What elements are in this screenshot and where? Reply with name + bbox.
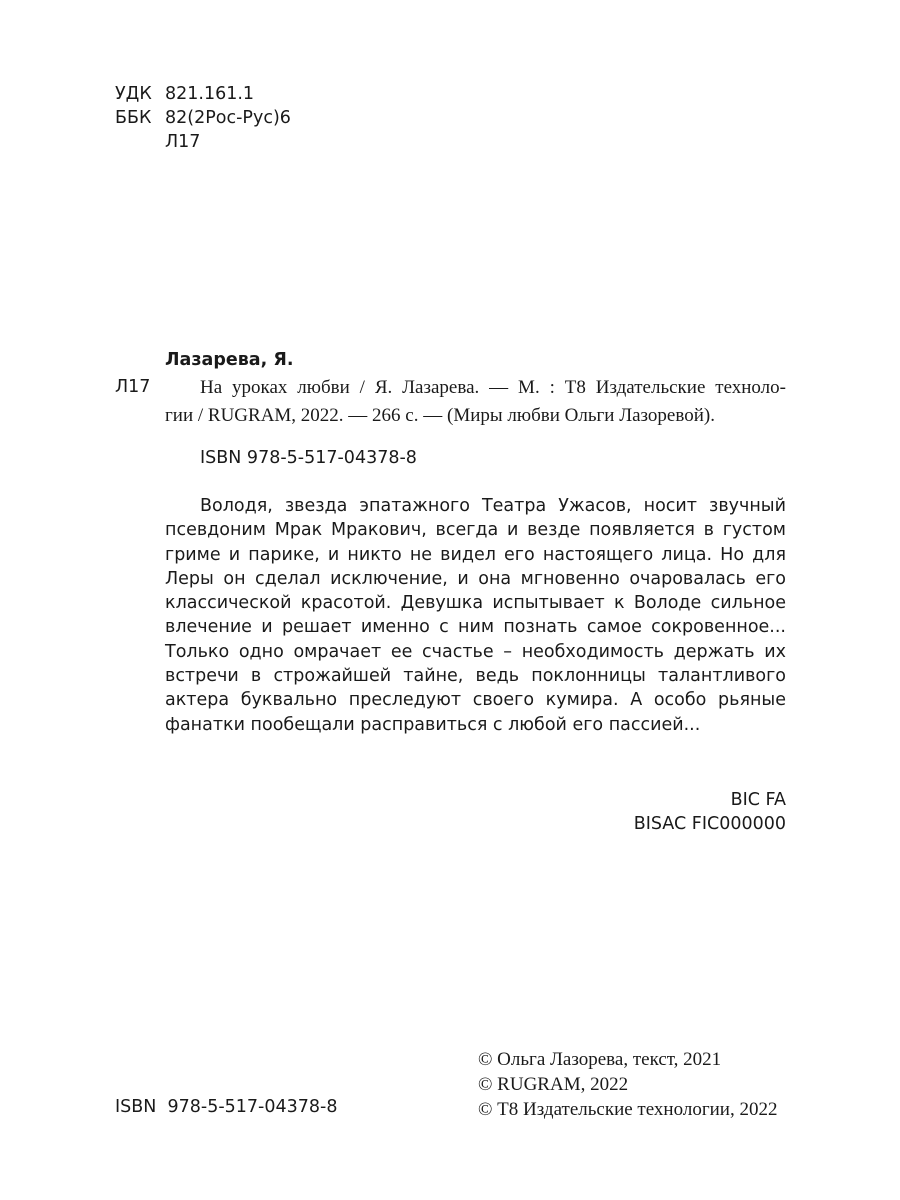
record-description-line-2: гии / RUGRAM, 2022. — 266 с. — (Миры любви Ольги Лазоревой). [165,405,715,426]
copyright-author: © Ольга Лазорева, текст, 2021 [478,1049,722,1070]
record-margin-code: Л17 [115,377,151,397]
subject-codes [634,788,786,836]
footer-isbn: ISBN 978-5-517-04378-8 [115,1097,338,1117]
record-description-line-1: На уроках любви / Я. Лазарева. — М. : Т8 Издательские техноло- [200,377,786,398]
bbk-value: 82(2Рос-Рус)6 [165,108,291,128]
book-annotation: Володя, звезда эпатажного Театра Ужасов, носит звучный псевдоним Мрак Мракович, всегда и везде появляется в густом гриме и парике, и никто не видел его настоящего лица. Но для Леры он сделал исключение, и она мгновенно очаровалась его классической красотой. Девушка испытывает к Володе сильное влечение и решает именно с ним познать самое сокровенное... Только одно омрачает ее счастье – необходимость держать их встречи в строжайшей тайне, ведь поклонницы талантливого актера буквально преследуют своего кумира. А особо рьяные фанатки пообещали расправиться с любой его пассией... [165,496,786,735]
copyright-block [478,1047,777,1122]
udk-value: 821.161.1 [165,84,255,104]
bic-code: BIC FA [730,790,786,810]
copyright-t8: © Т8 Издательские технологии, 2022 [478,1099,778,1120]
copyright-rugram: © RUGRAM, 2022 [478,1074,629,1095]
udk-label: УДК [115,84,152,104]
record-isbn: ISBN 978-5-517-04378-8 [200,448,417,468]
record-author: Лазарева, Я. [165,350,294,370]
author-mark: Л17 [165,132,201,152]
bisac-code: BISAC FIC000000 [633,814,786,834]
bbk-label: ББК [115,108,152,128]
